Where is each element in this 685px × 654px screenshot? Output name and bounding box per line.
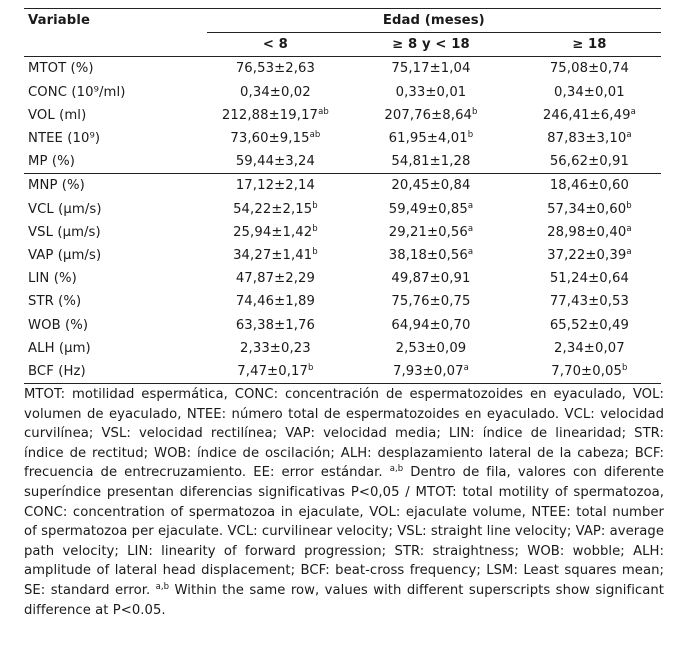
row-label: VCL (µm/s) [28, 201, 102, 217]
cell-superscript: b [472, 106, 478, 117]
cell-value: 54,81±1,28 [391, 154, 471, 170]
variable-header: Variable [24, 9, 207, 33]
cell-value: 37,22±0,39 [547, 248, 627, 264]
cell-value: 7,70±0,05 [551, 364, 622, 380]
value-cell [344, 127, 518, 150]
cell-value: 59,49±0,85 [388, 201, 468, 217]
value-cell [518, 290, 661, 313]
cell-value: 0,34±0,01 [554, 84, 625, 100]
age-group-header: Edad (meses) [207, 9, 661, 33]
cell-value: 0,33±0,01 [395, 84, 467, 100]
cell-value: 2,53±0,09 [395, 340, 467, 356]
footnote-part-1: MTOT: motilidad espermática, CONC: concentración de espermatozoides en eyaculado, VOL: volumen de eyaculado, NTEE: número total de espermatozoides en eyaculado. VCL: velocidad curvilínea; VSL: velocidad rectilínea; VAP: velocidad media; LIN: índice de linearidad; STR: índice de rectitud; WOB: índice de oscilación; ALH: desplazamiento lateral de la cabeza; BCF: frecuencia de entrecruzamiento. EE: error estándar. [24, 387, 664, 481]
value-cell [518, 127, 661, 150]
value-cell [518, 104, 661, 127]
cell-value: 75,76±0,75 [391, 294, 471, 310]
cell-value: 77,43±0,53 [549, 294, 629, 310]
cell-value: 212,88±19,17 [221, 107, 319, 123]
cell-value: 75,08±0,74 [549, 61, 629, 77]
row-label: MP (%) [28, 154, 75, 170]
value-cell [207, 127, 344, 150]
cell-value: 0,34±0,02 [240, 84, 311, 100]
value-cell [518, 150, 661, 174]
cell-value: 29,21±0,56 [388, 224, 468, 240]
value-cell [518, 174, 661, 198]
value-cell [344, 221, 518, 244]
cell-value: 28,98±0,40 [547, 224, 627, 240]
value-cell [518, 81, 661, 104]
value-cell [518, 221, 661, 244]
cell-value: 38,18±0,56 [388, 248, 468, 264]
cell-superscript: ab [309, 130, 321, 141]
table-row [24, 150, 661, 174]
cell-superscript: ab [318, 106, 329, 117]
footnote-superscript-2: a,b [155, 581, 170, 592]
cell-superscript: a [467, 200, 474, 211]
cell-value: 20,45±0,84 [391, 178, 471, 194]
table-row [24, 221, 661, 244]
results-table [24, 8, 661, 384]
empty-header-cell [24, 33, 207, 57]
cell-value: 74,46±1,89 [235, 294, 315, 310]
cell-superscript: a [463, 363, 469, 374]
cell-value: 87,83±3,10 [547, 131, 627, 147]
column-under-8: < 8 [207, 33, 344, 57]
table-row [24, 104, 661, 127]
value-cell [518, 267, 661, 290]
value-cell [207, 337, 344, 360]
footnote-part-3: Within the same row, values with different superscripts show significant difference at P<0.05. [24, 582, 664, 618]
footnote-part-2: Dentro de fila, valores con diferente superíndice presentan diferencias significativas P<0,05 / MTOT: total motility of spermatozoa, CONC: concentration of spermatozoa in ejaculate, VOL: ejaculate volume, NTEE: total number of spermatozoa per ejaculate. VCL: curvilinear velocity; VSL: straight line velocity; VAP: average path velocity; LIN: linearity of forward progression; STR: straightness; WOB: wobble; ALH: amplitude of lateral head displacement; BCF: beat-cross frequency; LSM: Least squares mean; SE: standard error. [24, 465, 665, 598]
cell-superscript: b [621, 363, 628, 374]
cell-value: 246,41±6,49 [542, 107, 631, 123]
row-label: LIN (%) [28, 271, 77, 287]
row-label: WOB (%) [28, 317, 89, 333]
cell-superscript: a [626, 247, 632, 258]
table-row [24, 57, 661, 81]
table-row [24, 244, 661, 267]
column-8-to-18: ≥ 8 y < 18 [344, 33, 518, 57]
cell-superscript: b [307, 363, 314, 374]
cell-value: 56,62±0,91 [549, 154, 629, 170]
value-cell [344, 174, 518, 198]
row-label: BCF (Hz) [24, 360, 207, 384]
row-label: MTOT (%) [28, 61, 94, 77]
cell-superscript: a [626, 130, 632, 141]
value-cell [344, 360, 518, 384]
value-cell [207, 360, 344, 384]
value-cell [518, 57, 661, 81]
cell-value: 75,17±1,04 [391, 61, 471, 77]
row-label: VAP (µm/s) [28, 248, 102, 264]
value-cell [344, 244, 518, 267]
cell-value: 61,95±4,01 [388, 131, 468, 147]
value-cell [207, 314, 344, 337]
value-cell [344, 314, 518, 337]
value-cell [207, 174, 344, 198]
cell-value: 73,60±9,15 [230, 131, 310, 147]
cell-superscript: b [312, 200, 318, 211]
cell-value: 34,27±1,41 [233, 248, 313, 264]
column-over-18: ≥ 18 [518, 33, 661, 57]
row-label: CONC (10⁹/ml) [28, 84, 126, 100]
table-row [24, 127, 661, 150]
table-row [24, 290, 661, 313]
cell-superscript: b [312, 247, 318, 258]
table-row [24, 198, 661, 221]
row-label: MNP (%) [24, 174, 207, 198]
value-cell [344, 198, 518, 221]
value-cell [344, 81, 518, 104]
table-row [24, 174, 661, 198]
value-cell [518, 314, 661, 337]
cell-superscript: b [626, 200, 632, 211]
cell-value: 49,87±0,91 [391, 271, 471, 287]
value-cell [207, 57, 344, 81]
cell-value: 7,47±0,17 [237, 364, 308, 380]
value-cell [518, 360, 661, 384]
table-row [24, 360, 661, 384]
table-header-row [24, 9, 661, 33]
cell-value: 65,52±0,49 [549, 317, 629, 333]
cell-value: 51,24±0,64 [549, 271, 629, 287]
cell-superscript: a [626, 223, 632, 234]
footnote-superscript-1: a,b [389, 464, 404, 475]
value-cell [518, 337, 661, 360]
cell-value: 54,22±2,15 [233, 201, 313, 217]
cell-superscript: a [467, 223, 474, 234]
cell-superscript: a [467, 247, 474, 258]
table-body [24, 57, 661, 384]
cell-value: 18,46±0,60 [549, 178, 629, 194]
table-row [24, 267, 661, 290]
cell-value: 17,12±2,14 [235, 178, 315, 194]
cell-value: 63,38±1,76 [235, 317, 315, 333]
value-cell [344, 267, 518, 290]
cell-value: 47,87±2,29 [235, 271, 315, 287]
row-label: VSL (µm/s) [28, 224, 101, 240]
value-cell [518, 198, 661, 221]
table-row [24, 81, 661, 104]
value-cell [344, 337, 518, 360]
value-cell [207, 221, 344, 244]
table-row [24, 337, 661, 360]
age-columns-row [24, 33, 661, 57]
cell-value: 64,94±0,70 [391, 317, 471, 333]
cell-value: 59,44±3,24 [235, 154, 315, 170]
table-row [24, 314, 661, 337]
row-label: STR (%) [28, 294, 82, 310]
value-cell [344, 57, 518, 81]
cell-superscript: b [312, 223, 318, 234]
row-label: ALH (µm) [28, 340, 91, 356]
value-cell [344, 104, 518, 127]
cell-value: 76,53±2,63 [235, 61, 315, 77]
value-cell [207, 244, 344, 267]
cell-value: 57,34±0,60 [547, 201, 627, 217]
cell-superscript: b [467, 130, 474, 141]
value-cell [207, 150, 344, 174]
value-cell [207, 81, 344, 104]
value-cell [207, 290, 344, 313]
value-cell [207, 198, 344, 221]
cell-value: 25,94±1,42 [233, 224, 313, 240]
cell-superscript: a [630, 106, 636, 117]
value-cell [344, 150, 518, 174]
footnote [24, 385, 664, 620]
value-cell [207, 267, 344, 290]
cell-value: 7,93±0,07 [392, 364, 464, 380]
row-label: VOL (ml) [28, 107, 87, 123]
value-cell [518, 244, 661, 267]
cell-value: 2,33±0,23 [240, 340, 311, 356]
value-cell [207, 104, 344, 127]
cell-value: 207,76±8,64 [384, 107, 473, 123]
row-label: NTEE (10⁹) [28, 131, 101, 147]
value-cell [344, 290, 518, 313]
cell-value: 2,34±0,07 [554, 340, 625, 356]
